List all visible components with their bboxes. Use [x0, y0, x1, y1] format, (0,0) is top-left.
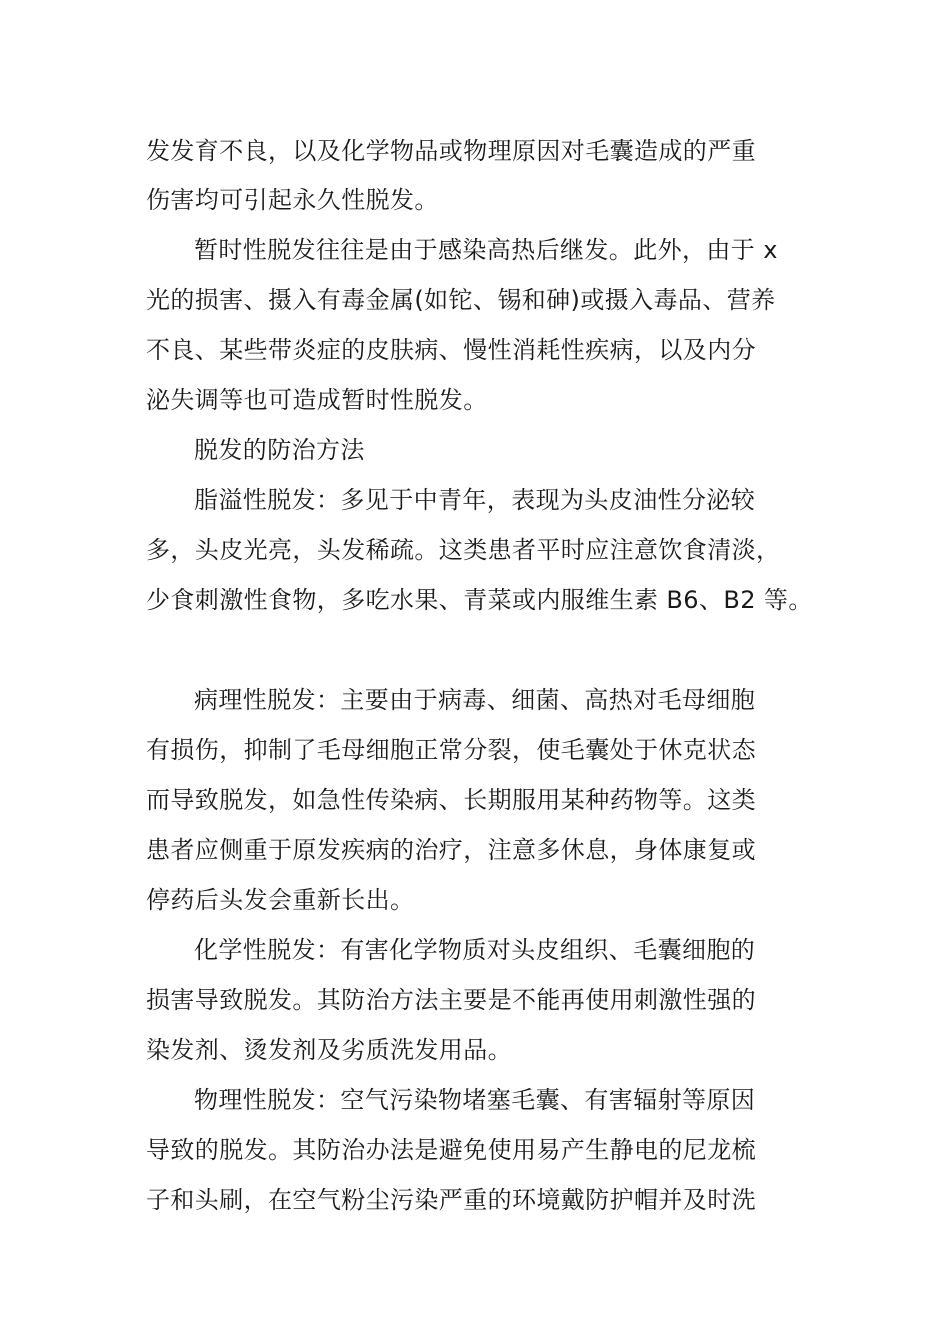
paragraph-start-line: 脂溢性脱发：多见于中青年，表现为头皮油性分泌较: [194, 486, 756, 514]
text-line: 导致的脱发。其防治办法是避免使用易产生静电的尼龙梳: [146, 1136, 756, 1164]
text-line: 损害导致脱发。其防治方法主要是不能再使用刺激性强的: [146, 986, 756, 1014]
text-line: 少食刺激性食物，多吃水果、青菜或内服维生素 B6、B2 等。: [146, 586, 813, 614]
text-line: 光的损害、摄入有毒金属(如铊、锡和砷)或摄入毒品、营养: [146, 286, 776, 314]
text-line: 停药后头发会重新长出。: [146, 886, 415, 914]
paragraph-start-line: 化学性脱发：有害化学物质对头皮组织、毛囊细胞的: [194, 936, 756, 964]
paragraph-start-line: 病理性脱发：主要由于病毒、细菌、高热对毛母细胞: [194, 686, 756, 714]
text-line: 泌失调等也可造成暂时性脱发。: [146, 386, 488, 414]
paragraph-start-line: 物理性脱发：空气污染物堵塞毛囊、有害辐射等原因: [194, 1086, 756, 1114]
text-line: 多，头皮光亮，头发稀疏。这类患者平时应注意饮食清淡，: [146, 536, 781, 564]
text-line: 伤害均可引起永久性脱发。: [146, 186, 439, 214]
text-line: 子和头刷，在空气粉尘污染严重的环境戴防护帽并及时洗: [146, 1186, 756, 1214]
paragraph-start-line: 暂时性脱发往往是由于感染高热后继发。此外，由于 x: [194, 236, 778, 264]
text-line: 患者应侧重于原发疾病的治疗，注意多休息，身体康复或: [146, 836, 756, 864]
text-line: 染发剂、烫发剂及劣质洗发用品。: [146, 1036, 512, 1064]
text-line: 而导致脱发，如急性传染病、长期服用某种药物等。这类: [146, 786, 756, 814]
text-line: 有损伤，抑制了毛母细胞正常分裂，使毛囊处于休克状态: [146, 736, 756, 764]
section-heading: 脱发的防治方法: [194, 436, 365, 464]
text-line: 不良、某些带炎症的皮肤病、慢性消耗性疾病，以及内分: [146, 336, 756, 364]
text-line: 发发育不良，以及化学物品或物理原因对毛囊造成的严重: [146, 137, 756, 165]
